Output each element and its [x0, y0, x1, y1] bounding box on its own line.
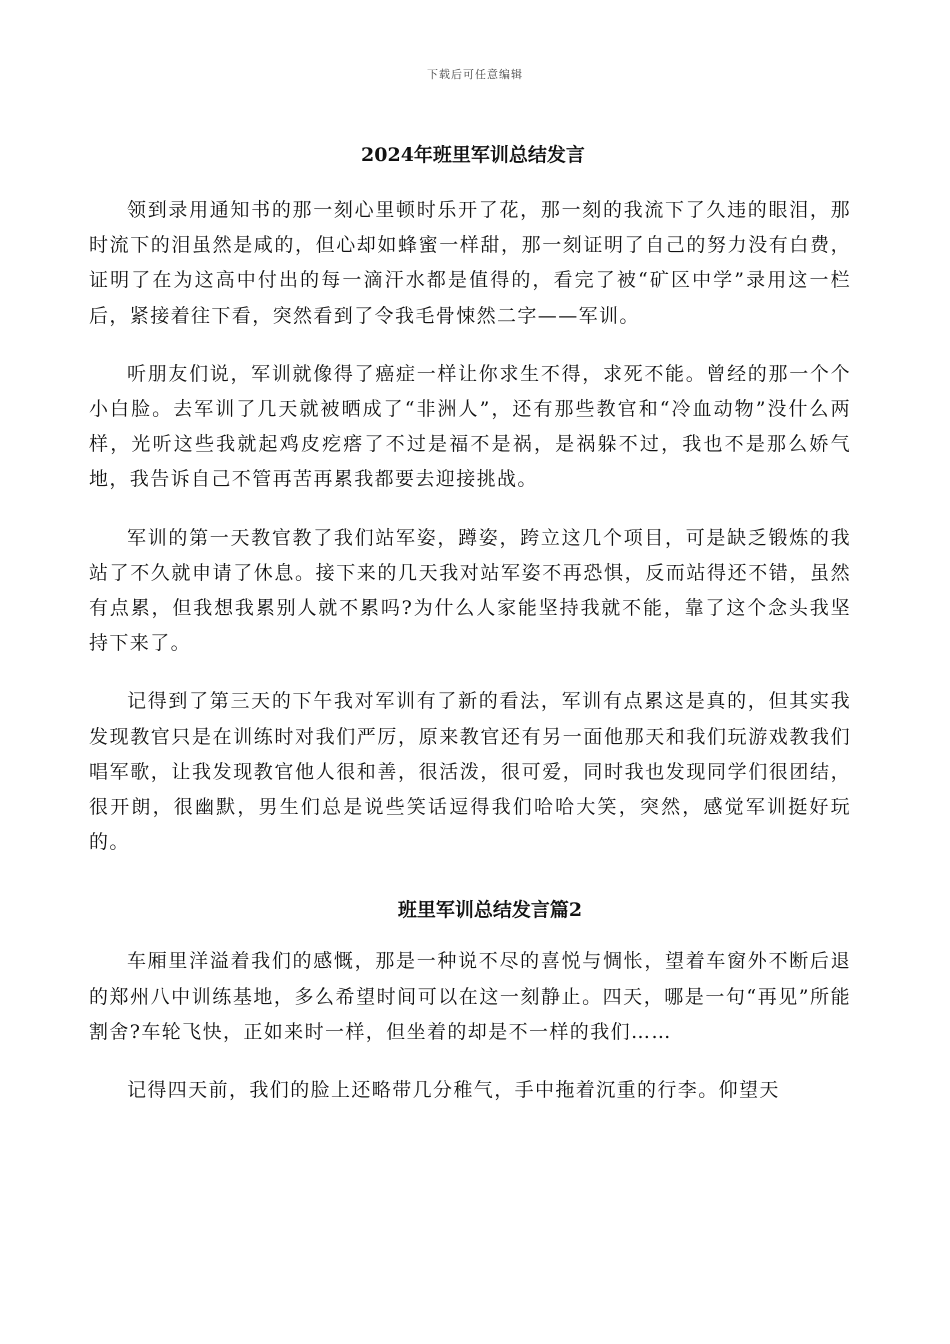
document-title: 2024年班里军训总结发言: [361, 144, 585, 166]
paragraph: 车厢里洋溢着我们的感慨，那是一种说不尽的喜悦与惆怅，望着车窗外不断后退的郑州八中训练基地，多么希望时间可以在这一刻静止。四天，哪是一句“再见”所能割舍?车轮飞快，正如来时一样，但坐着的却是不一样的我们……: [89, 950, 851, 1043]
paragraph: 记得到了第三天的下午我对军训有了新的看法，军训有点累这是真的，但其实我发现教官只是在训练时对我们严厉，原来教官还有另一面他那天和我们玩游戏教我们唱军歌，让我发现教官他人很和善，很活泼，很可爱，同时我也发现同学们很团结，很开朗，很幽默，男生们总是说些笑话逗得我们哈哈大笑，突然，感觉军训挺好玩的。: [89, 690, 851, 854]
paragraph: 记得四天前，我们的脸上还略带几分稚气，手中拖着沉重的行李。仰望天: [127, 1079, 780, 1102]
paragraph: 领到录用通知书的那一刻心里顿时乐开了花，那一刻的我流下了久违的眼泪，那时流下的泪虽然是咸的，但心却如蜂蜜一样甜，那一刻证明了自己的努力没有白费，证明了在为这高中付出的每一滴汗水都是值得的，看完了被“矿区中学”录用这一栏后，紧接着往下看，突然看到了令我毛骨悚然二字——军训。: [89, 199, 851, 327]
paragraph: 军训的第一天教官教了我们站军姿，蹲姿，跨立这几个项目，可是缺乏锻炼的我站了不久就申请了休息。接下来的几天我对站军姿不再恐惧，反而站得还不错，虽然有点累，但我想我累别人就不累吗?为什么人家能坚持我就不能，靠了这个念头我坚持下来了。: [89, 526, 851, 655]
section-title: 班里军训总结发言篇2: [397, 899, 583, 922]
header-note: 下载后可任意编辑: [427, 68, 523, 81]
document-body: [89, 140, 851, 1131]
paragraph: 听朋友们说，军训就像得了癌症一样让你求生不得，求死不能。曾经的那一个个小白脸。去军训了几天就被晒成了“非洲人”，还有那些教官和“冷血动物”没什么两样，光听这些我就起鸡皮疙瘩了不过是福不是祸，是祸躲不过，我也不是那么娇气地，我告诉自己不管再苦再累我都要去迎接挑战。: [89, 362, 851, 491]
